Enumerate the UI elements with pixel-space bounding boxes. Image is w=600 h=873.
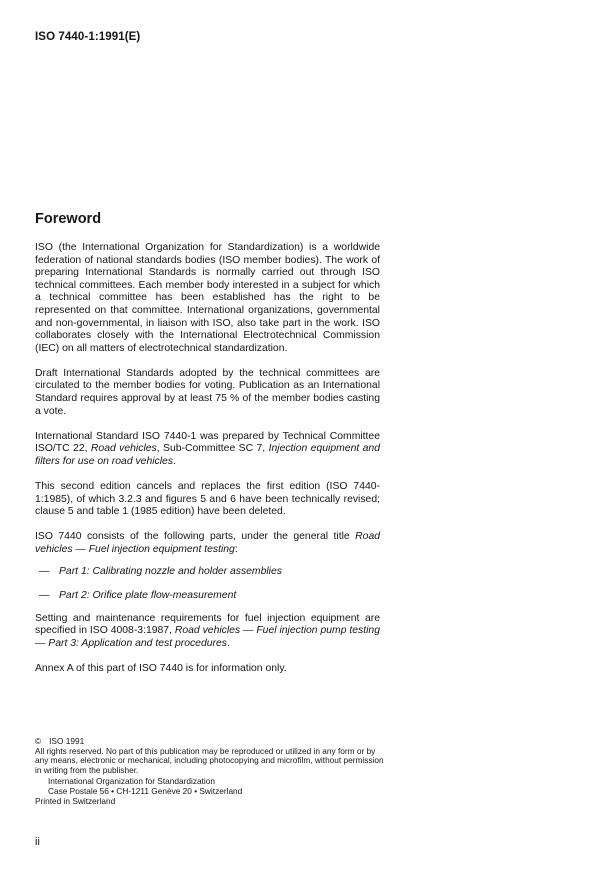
prep-text-c: , Sub-Committee SC 7, bbox=[156, 443, 269, 455]
parts-intro-c: : bbox=[234, 543, 238, 555]
part-2-title: Part 2: Orifice plate flow-measurement bbox=[59, 589, 237, 601]
paragraph-parts-intro bbox=[35, 531, 380, 556]
prep-text-a: International Standard ISO 7440-1 was prepared by Technical Committee ISO/TC 22, bbox=[35, 430, 380, 455]
rights-statement: All rights reserved. No part of this publication may be reproduced or utilized in any form or by any means, electronic or mechanical, including photocopying and microfilm, without permission in writing from the publisher. bbox=[35, 745, 384, 775]
paragraph-preparation bbox=[35, 431, 380, 469]
paragraph-edition: This second edition cancels and replaces the first edition (ISO 7440-1:1985), of which 3.2.3 and figures 5 and 6 have been technically revised; clause 5 and table 1 (1985 edition) have been deleted. bbox=[35, 481, 380, 518]
prep-text-d: Injection equipment and filters for use on road vehicles bbox=[35, 443, 380, 467]
foreword-body bbox=[35, 242, 380, 688]
copyright-block bbox=[35, 737, 385, 806]
paragraph-draft-standards: Draft International Standards adopted by the technical committees are circulated to the member bodies for voting. Publication as an International Standard requires approval by at least 75 % of the member bodies casting a vote. bbox=[35, 367, 380, 417]
copyright-symbol: © bbox=[35, 736, 42, 746]
paragraph-related-standards bbox=[35, 613, 380, 651]
part-1-title: Part 1: Calibrating nozzle and holder assemblies bbox=[59, 566, 282, 578]
related-b: Road vehicles — Fuel injection pump testing — Part 3: Application and test procedures bbox=[35, 625, 380, 649]
list-item-part-1 bbox=[35, 566, 380, 579]
dash-mark: — bbox=[39, 566, 50, 578]
dash-mark: — bbox=[39, 589, 50, 601]
publisher-address: Case Postale 56 • CH-1211 Genève 20 • Switzerland bbox=[48, 785, 243, 796]
copyright-year: ISO 1991 bbox=[49, 736, 85, 746]
prep-text-b: Road vehicles bbox=[90, 443, 157, 455]
prep-text-e: . bbox=[173, 455, 176, 467]
parts-intro-b: Road vehicles — Fuel injection equipment testing bbox=[35, 531, 380, 555]
paragraph-annex: Annex A of this part of ISO 7440 is for information only. bbox=[35, 662, 287, 674]
page-number: ii bbox=[35, 836, 40, 848]
parts-intro-a: ISO 7440 consists of the following parts, under the general title bbox=[35, 531, 356, 543]
foreword-title: Foreword bbox=[35, 211, 102, 227]
printed-in: Printed in Switzerland bbox=[35, 795, 116, 806]
paragraph-iso-intro: ISO (the International Organization for Standardization) is a worldwide federation of national standards bodies (ISO member bodies). The work of preparing International Standards is normally carried out through ISO technical committees. Each member body interested in a subject for which a technical committee has been established has the right to be represented on that committee. International organizations, governmental and non-governmental, in liaison with ISO, also take part in the work. ISO collaborates closely with the International Electrotechnical Commission (IEC) on all matters of electrotechnical standardization. bbox=[35, 242, 380, 354]
related-a: Setting and maintenance requirements for fuel injection equipment are specified in ISO 4008-3:1987, bbox=[35, 612, 380, 637]
list-item-part-2 bbox=[35, 590, 380, 603]
document-header: ISO 7440-1:1991(E) bbox=[35, 31, 141, 43]
publisher-name: International Organization for Standardization bbox=[48, 776, 215, 787]
related-c: . bbox=[226, 637, 230, 649]
